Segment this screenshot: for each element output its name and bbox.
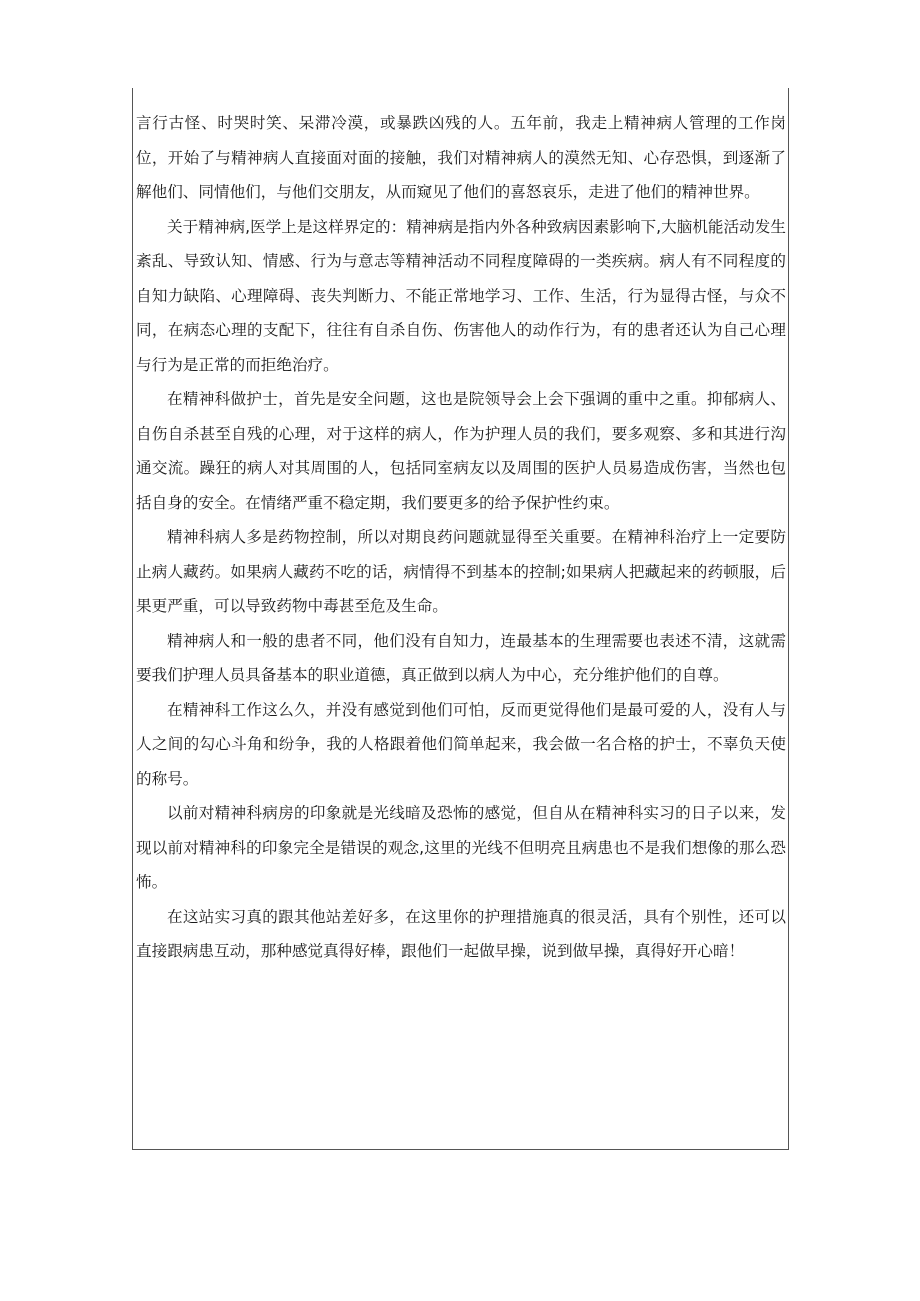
paragraph-7: 以前对精神科病房的印象就是光线暗及恐怖的感觉，但自从在精神科实习的日子以来，发现以前对精神科的印象完全是错误的观念,这里的光线不但明亮且病患也不是我们想像的那么恐怖。: [136, 804, 786, 891]
paragraph-4: 精神科病人多是药物控制，所以对期良药问题就显得至关重要。在精神科治疗上一定要防止病人藏药。如果病人藏药不吃的话，病情得不到基本的控制;如果病人把藏起来的药顿服，后果更严重，可以导致药物中毒甚至危及生命。: [136, 528, 786, 615]
document-body: [136, 106, 786, 969]
paragraph-1: 言行古怪、时哭时笑、呆滞冷漠，或暴跌凶残的人。五年前，我走上精神病人管理的工作岗位，开始了与精神病人直接面对面的接触，我们对精神病人的漠然无知、心存恐惧，到逐渐了解他们、同情他们，与他们交朋友，从而窥见了他们的喜怒哀乐，走进了他们的精神世界。: [136, 114, 786, 201]
paragraph-3: 在精神科做护士，首先是安全问题，这也是院领导会上会下强调的重中之重。抑郁病人、自伤自杀甚至自残的心理，对于这样的病人，作为护理人员的我们，要多观察、多和其进行沟通交流。躁狂的病人对其周围的人，包括同室病友以及周围的医护人员易造成伤害，当然也包括自身的安全。在情绪严重不稳定期，我们要更多的给予保护性约束。: [136, 390, 786, 512]
paragraph-8: 在这站实习真的跟其他站差好多，在这里你的护理措施真的很灵活，具有个别性，还可以直接跟病患互动，那种感觉真得好棒，跟他们一起做早操，说到做早操，真得好开心暗！: [136, 907, 786, 960]
paragraph-6: 在精神科工作这么久，并没有感觉到他们可怕，反而更觉得他们是最可爱的人，没有人与人之间的勾心斗角和纷争，我的人格跟着他们简单起来，我会做一名合格的护士，不辜负天使的称号。: [136, 700, 786, 788]
paragraph-5: 精神病人和一般的患者不同，他们没有自知力，连最基本的生理需要也表述不清，这就需要我们护理人员具备基本的职业道德，真正做到以病人为中心，充分维护他们的自尊。: [136, 631, 786, 684]
paragraph-2: 关于精神病,医学上是这样界定的：精神病是指内外各种致病因素影响下,大脑机能活动发生紊乱、导致认知、情感、行为与意志等精神活动不同程度障碍的一类疾病。病人有不同程度的自知力缺陷、心理障碍、丧失判断力、不能正常地学习、工作、生活，行为显得古怪，与众不同，在病态心理的支配下，往往有自杀自伤、伤害他人的动作行为，有的患者还认为自己心理与行为是正常的而拒绝治疗。: [136, 217, 786, 374]
